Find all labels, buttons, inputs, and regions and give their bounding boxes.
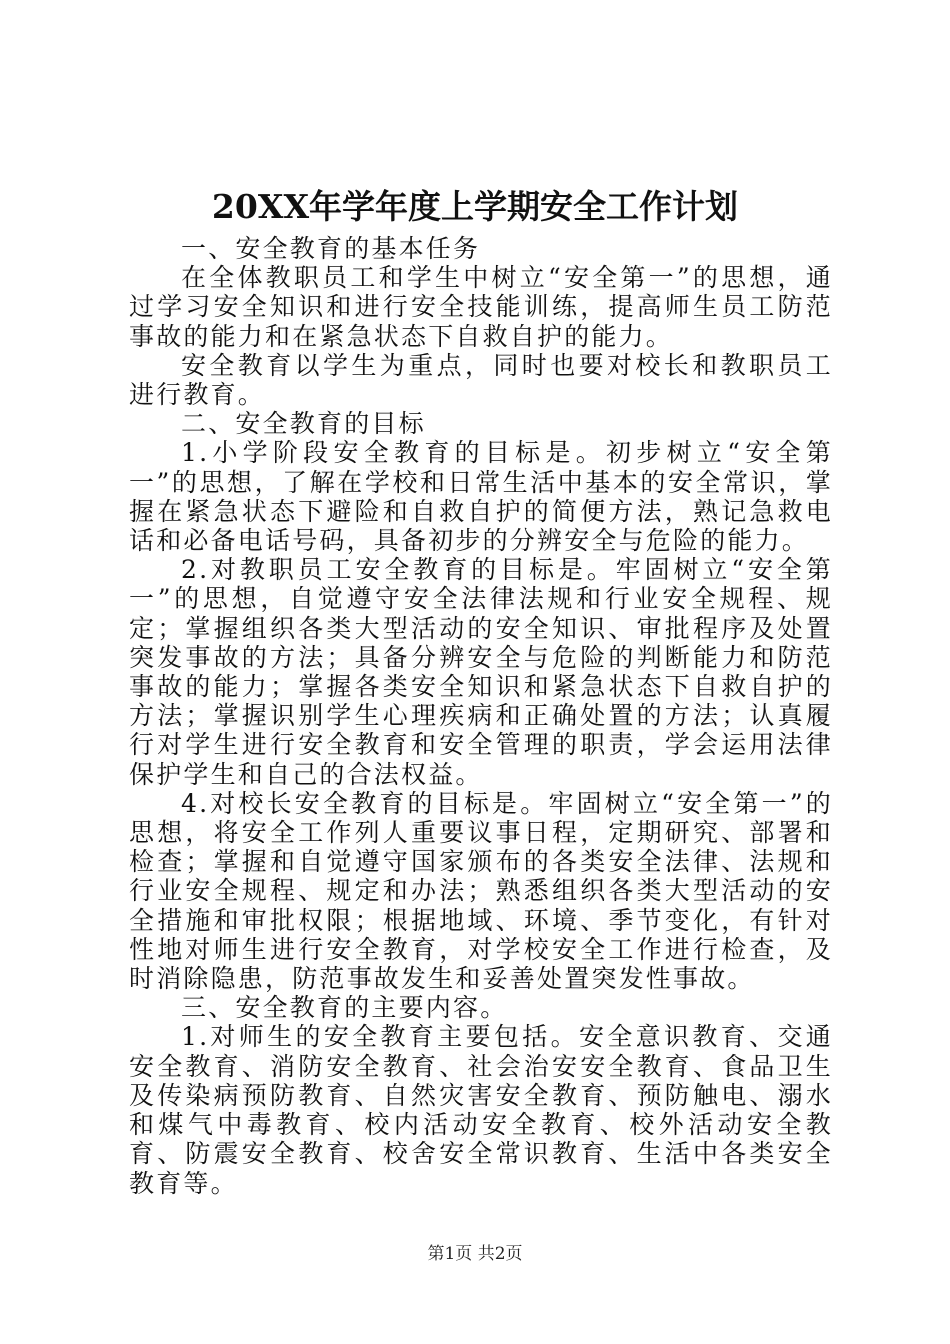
page-number-footer: 第1页 共2页	[427, 1244, 523, 1264]
section-heading-2: 二、安全教育的目标	[181, 409, 426, 439]
paragraph: 安全教育以学生为重点，同时也要对校长和教职员工进行教育。	[129, 350, 833, 410]
document-title: 20XX年学年度上学期安全工作计划	[211, 187, 739, 226]
document-body	[129, 234, 833, 1198]
section-heading-1: 一、安全教育的基本任务	[181, 234, 481, 263]
paragraph: 1.小学阶段安全教育的目标是。初步树立“安全第一”的思想，了解在学校和日常生活中基本的安全常识，掌握在紧急状态下避险和自救自护的简便方法，熟记急救电话和必备电话号码，具备初步的分辨安全与危险的能力。	[129, 438, 833, 556]
paragraph: 2.对教职员工安全教育的目标是。牢固树立“安全第一”的思想，自觉遵守安全法律法规和行业安全规程、规定；掌握组织各类大型活动的安全知识、审批程序及处置突发事故的方法；具备分辨安全与危险的判断能力和防范事故的能力；掌握各类安全知识和紧急状态下自救自护的方法；掌握识别学生心理疾病和正确处置的方法；认真履行对学生进行安全教育和安全管理的职责，学会运用法律保护学生和自己的合法权益。	[129, 555, 833, 789]
paragraph: 4.对校长安全教育的目标是。牢固树立“安全第一”的思想，将安全工作列人重要议事日程，定期研究、部署和检查；掌握和自觉遵守国家颁布的各类安全法律、法规和行业安全规程、规定和办法；熟悉组织各类大型活动的安全措施和审批权限；根据地域、环境、季节变化，有针对性地对师生进行安全教育，对学校安全工作进行检查，及时消除隐患，防范事故发生和妥善处置突发性事故。	[129, 788, 833, 994]
paragraph: 在全体教职员工和学生中树立“安全第一”的思想，通过学习安全知识和进行安全技能训练，提高师生员工防范事故的能力和在紧急状态下自救自护的能力。	[129, 263, 833, 351]
section-heading-3: 三、安全教育的主要内容。	[181, 993, 508, 1023]
paragraph: 1.对师生的安全教育主要包括。安全意识教育、交通安全教育、消防安全教育、社会治安安全教育、食品卫生及传染病预防教育、自然灾害安全教育、预防触电、溺水和煤气中毒教育、校内活动安全教育、校外活动安全教育、防震安全教育、校舍安全常识教育、生活中各类安全教育等。	[129, 1022, 833, 1198]
